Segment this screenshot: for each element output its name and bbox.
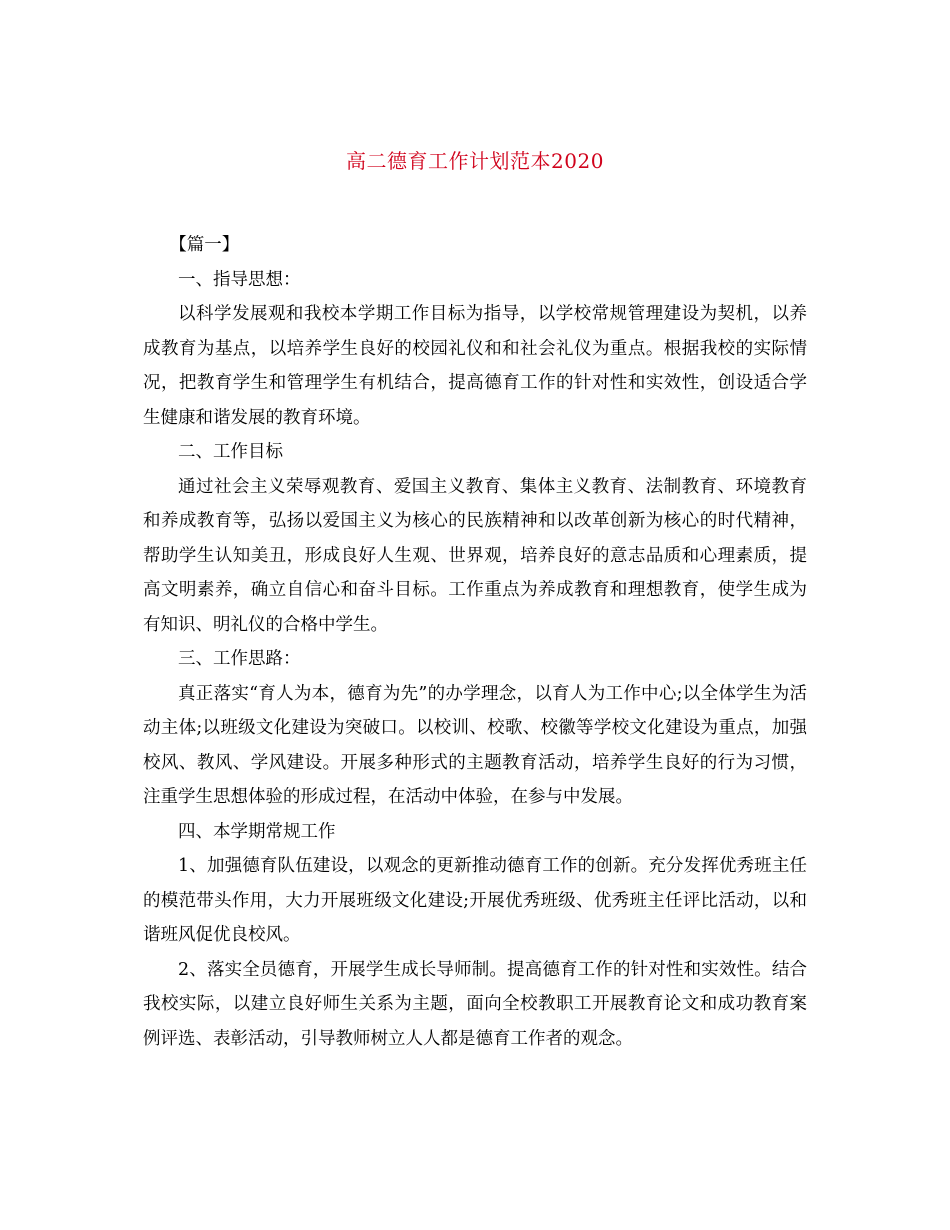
- heading-guiding-thought: 一、指导思想：: [178, 269, 301, 290]
- document-title: 高二德育工作计划范本2020: [346, 149, 604, 173]
- heading-work-approach: 三、工作思路：: [178, 649, 301, 669]
- heading-routine-work: 四、本学期常规工作: [178, 821, 336, 842]
- section-marker: 【篇一】: [169, 235, 240, 255]
- paragraph-work-goals: 通过社会主义荣辱观教育、爱国主义教育、集体主义教育、法制教育、环境教育和养成教育等，弘扬以爱国主义为核心的民族精神和以改革创新为核心的时代精神，帮助学生认知美丑，形成良好人生观、世界观，培养良好的意志品质和心理素质，提高文明素养，确立自信心和奋斗目标。工作重点为养成教育和理想教育，使学生成为有知识、明礼仪的合格中学生。: [143, 476, 807, 635]
- paragraph-routine-item-1: 1、加强德育队伍建设，以观念的更新推动德育工作的创新。充分发挥优秀班主任的模范带头作用，大力开展班级文化建设;开展优秀班级、优秀班主任评比活动，以和谐班风促优良校风。: [143, 856, 807, 945]
- paragraph-routine-item-2: 2、落实全员德育，开展学生成长导师制。提高德育工作的针对性和实效性。结合我校实际，以建立良好师生关系为主题，面向全校教职工开展教育论文和成功教育案例评选、表彰活动，引导教师树立人人都是德育工作者的观念。: [143, 959, 807, 1049]
- paragraph-guiding-thought: 以科学发展观和我校本学期工作目标为指导，以学校常规管理建设为契机，以养成教育为基点，以培养学生良好的校园礼仪和和社会礼仪为重点。根据我校的实际情况，把教育学生和管理学生有机结合，提高德育工作的针对性和实效性，创设适合学生健康和谐发展的教育环境。: [143, 304, 807, 428]
- paragraph-work-approach: 真正落实“育人为本，德育为先”的办学理念，以育人为工作中心;以全体学生为活动主体;以班级文化建设为突破口。以校训、校歌、校徽等学校文化建设为重点，加强校风、教风、学风建设。开展多种形式的主题教育活动，培养学生良好的行为习惯，注重学生思想体验的形成过程，在活动中体验，在参与中发展。: [143, 683, 807, 807]
- heading-work-goals: 二、工作目标: [178, 442, 283, 462]
- document-body: [143, 228, 807, 1056]
